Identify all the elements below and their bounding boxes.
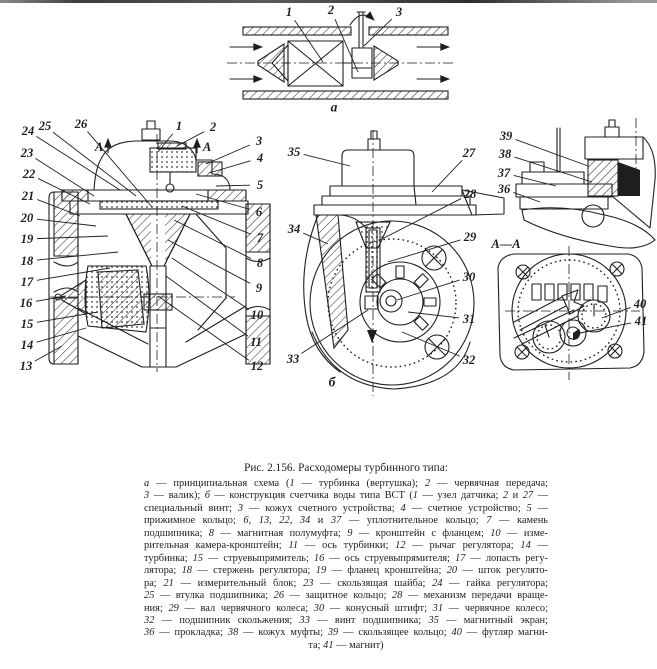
bearing-screw	[365, 296, 378, 309]
svg-text:А: А	[94, 140, 104, 154]
callout-10: 10	[250, 308, 264, 322]
caption-line: лятора; 18 — стержень регулятора; 19 — фланец кронштейна; 20 — шток регулято-	[144, 565, 548, 577]
caption-line: подшипника; 8 — магнитная полумуфта; 9 — кронштейн с фланцем; 10 — изме-	[144, 527, 548, 539]
construction-side-section	[286, 130, 504, 396]
callout-9: 9	[255, 281, 263, 295]
caption-line: 36 — прокладка; 38 — кожух муфты; 39 — скользящее кольцо; 40 — футляр магни-	[144, 627, 548, 639]
callout-11: 11	[250, 335, 262, 349]
pipe-wall-top-right	[369, 27, 448, 35]
bolt-hole-top	[422, 246, 446, 270]
callout-35: 35	[287, 145, 301, 159]
caption-line: 32 — подшипник скольжения; 33 — винт подшипника; 35 — магнитный экран;	[144, 614, 548, 626]
section-mark-right	[197, 139, 211, 154]
leader-line	[177, 132, 204, 146]
callout-13: 13	[19, 359, 33, 373]
caption-line: ра; 21 — измерительный блок; 23 — скользящая шайба; 24 — гайка регулятора;	[144, 577, 548, 589]
callout-1: 1	[285, 5, 293, 19]
callout-36: 36	[497, 182, 511, 196]
callout-22: 22	[22, 167, 36, 181]
callout-33: 33	[286, 352, 300, 366]
callout-21: 21	[21, 189, 35, 203]
callout-4: 4	[256, 151, 264, 165]
body-bottom	[78, 334, 246, 367]
figure-caption	[144, 462, 548, 652]
leader-line	[206, 145, 250, 164]
callout-15: 15	[20, 317, 34, 331]
construction-front-section	[20, 117, 270, 373]
leader-line	[408, 312, 459, 318]
leader-line	[216, 185, 250, 186]
pipe-wall-top-left	[243, 27, 351, 35]
callout-24: 24	[21, 124, 35, 138]
callout-1: 1	[175, 119, 183, 133]
leader-line	[174, 220, 251, 259]
callout-17: 17	[20, 275, 34, 289]
leader-line	[168, 240, 250, 283]
side-bracket	[316, 215, 348, 348]
straightener-cone-right	[374, 46, 398, 80]
callout-12: 12	[250, 359, 264, 373]
callout-3: 3	[255, 134, 263, 148]
callout-29: 29	[463, 230, 477, 244]
figure-caption-title: Рис. 2.156. Расходомеры турбинного типа:	[244, 462, 448, 474]
caption-line: 25 — втулка подшипника; 26 — защитное кольцо; 28 — механизм передачи враще-	[144, 590, 548, 602]
callout-27: 27	[462, 146, 476, 160]
cam-swoosh	[522, 208, 655, 248]
sublabel-a: а	[330, 99, 338, 115]
callout-39: 39	[499, 129, 513, 143]
caption-line: турбинка; 15 — струевыпрямитель; 16 — ось струевыпрямителя; 17 — лопасть регу-	[144, 552, 548, 564]
callout-31: 31	[462, 312, 476, 326]
callout-41: 41	[634, 314, 648, 328]
leader-line	[304, 154, 350, 166]
callout-28: 28	[463, 187, 477, 201]
callout-8: 8	[256, 256, 264, 270]
caption-line: а — принципиальная схема (1 — турбинка (вертушка); 2 — червячная передача;	[144, 478, 548, 489]
callout-3: 3	[395, 5, 403, 19]
callout-18: 18	[20, 254, 34, 268]
caption-line: специальный винт; 3 — кожух счетного устройства; 4 — счетное устройство; 5 —	[144, 502, 548, 514]
caption-line: ния; 29 — вал червячного колеса; 30 — конусный штифт; 31 — червячное колесо;	[144, 602, 549, 614]
svg-text:А: А	[202, 140, 212, 154]
magnetic-coupling-detail	[497, 118, 656, 248]
figure-caption-body	[144, 478, 548, 652]
callout-19: 19	[20, 232, 34, 246]
callout-32: 32	[462, 353, 476, 367]
caption-line: рительная камера-кронштейн; 11 — ось турбинки; 12 — рычаг регулятора; 14 —	[144, 540, 548, 552]
rotation-arrow	[350, 15, 374, 25]
leader-line	[158, 296, 249, 360]
callout-20: 20	[20, 211, 34, 225]
leader-line	[432, 160, 462, 192]
magnet-wedge	[618, 162, 640, 196]
pipe-wall-bottom	[243, 91, 448, 99]
callout-26: 26	[74, 117, 88, 131]
small-dial-right	[578, 300, 610, 332]
callout-40: 40	[633, 297, 647, 311]
leader-line	[182, 206, 251, 234]
caption-line: 3 — валик); б — конструкция счетчика воды типа ВСТ (1 — узел датчика; 2 и 27 —	[144, 490, 549, 502]
callout-38: 38	[498, 147, 512, 161]
caption-line: та; 41 — магнит)	[308, 639, 384, 651]
callout-6: 6	[255, 205, 263, 219]
caption-line: прижимное кольцо; 6, 13, 22, 34 и 37 — уплотнительное кольцо; 7 — камень	[144, 515, 548, 527]
callout-14: 14	[20, 338, 34, 352]
callout-7: 7	[256, 231, 264, 245]
straightener-cone-left	[258, 44, 284, 82]
callout-37: 37	[497, 166, 511, 180]
dial-face-section-aa	[490, 237, 647, 380]
coupling-cap	[585, 137, 643, 159]
callout-2: 2	[327, 3, 335, 17]
coupling-cover	[588, 160, 618, 196]
schematic-view-a	[227, 3, 456, 115]
leader-line	[397, 280, 459, 300]
callout-25: 25	[38, 119, 52, 133]
leader-line	[166, 276, 248, 336]
callout-30: 30	[462, 270, 476, 284]
callout-16: 16	[19, 296, 33, 310]
side-dome	[342, 150, 414, 186]
section-aa-label: А—А	[491, 237, 521, 251]
leader-line	[515, 139, 588, 166]
callout-5: 5	[256, 178, 264, 192]
leader-line	[388, 240, 460, 262]
leader-line	[172, 258, 249, 309]
sublabel-b: б	[328, 374, 336, 390]
callout-23: 23	[20, 146, 34, 160]
bracket	[196, 214, 226, 330]
callout-2: 2	[209, 120, 217, 134]
callout-34: 34	[287, 222, 301, 236]
